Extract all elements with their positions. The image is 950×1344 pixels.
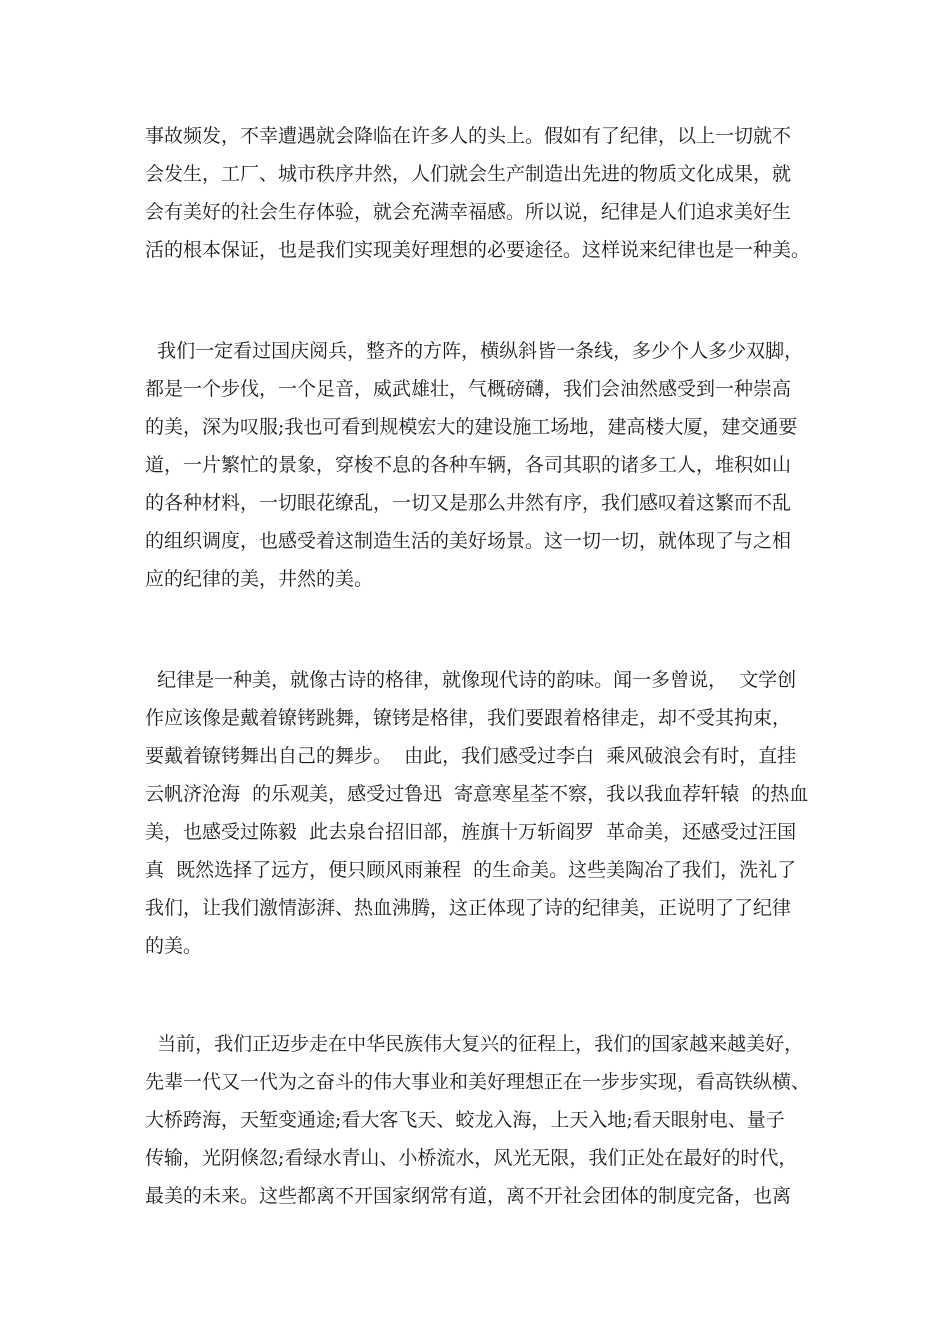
text-line: 大桥跨海，天堑变通途;看大客飞天、蛟龙入海，上天入地;看天眼射电、量子 (145, 1109, 785, 1131)
paragraph-poetry-meter (145, 661, 808, 965)
text-line: 事故频发，不幸遭遇就会降临在许多人的头上。假如有了纪律，以上一切就不 (145, 125, 792, 147)
text-line: 纪律是一种美，就像古诗的格律，就像现代诗的韵味。闻一多曾说， 文学创 (145, 669, 797, 691)
paragraph-discipline-benefits (145, 117, 810, 269)
text-line: 作应该像是戴着镣铐跳舞，镣铐是格律，我们要跟着格律走，却不受其拘束， (145, 707, 792, 729)
paragraph-parade-and-construction (145, 332, 803, 598)
text-line: 先辈一代又一代为之奋斗的伟大事业和美好理想正在一步步实现，看高铁纵横、 (145, 1071, 811, 1093)
text-line: 都是一个步伐，一个足音，威武雄壮，气概磅礴，我们会油然感受到一种崇高 (145, 378, 792, 400)
text-line: 真 既然选择了远方，便只顾风雨兼程 的生命美。这些美陶冶了我们，洗礼了 (145, 859, 797, 881)
paragraph-national-rejuvenation (145, 1025, 810, 1215)
text-line: 我们一定看过国庆阅兵，整齐的方阵，横纵斜皆一条线，多少个人多少双脚， (145, 340, 804, 362)
text-line: 的各种材料，一切眼花缭乱，一切又是那么井然有序，我们感叹着这繁而不乱 (145, 492, 792, 514)
text-line: 会有美好的社会生存体验，就会充满幸福感。所以说，纪律是人们追求美好生 (145, 201, 792, 223)
text-line: 活的根本保证，也是我们实现美好理想的必要途径。这样说来纪律也是一种美。 (145, 239, 811, 261)
text-line: 当前，我们正迈步走在中华民族伟大复兴的征程上，我们的国家越来越美好， (145, 1033, 804, 1055)
text-line: 云帆济沧海 的乐观美，感受过鲁迅 寄意寒星荃不察，我以我血荐轩辕 的热血 (145, 783, 809, 805)
text-line: 道，一片繁忙的景象，穿梭不息的各种车辆，各司其职的诸多工人，堆积如山 (145, 454, 792, 476)
text-line: 美，也感受过陈毅 此去泉台招旧部，旌旗十万斩阎罗 革命美，还感受过汪国 (145, 821, 797, 843)
text-line: 的组织调度，也感受着这制造生活的美好场景。这一切一切，就体现了与之相 (145, 530, 792, 552)
text-line: 传输，光阴倏忽;看绿水青山、小桥流水，风光无限，我们正处在最好的时代， (145, 1147, 798, 1169)
text-line: 会发生，工厂、城市秩序井然，人们就会生产制造出先进的物质文化成果，就 (145, 163, 792, 185)
text-line: 的美，深为叹服;我也可看到规模宏大的建设施工场地，建高楼大厦，建交通要 (145, 416, 798, 438)
text-line: 要戴着镣铐舞出自己的舞步。 由此，我们感受过李白 乘风破浪会有时，直挂 (145, 745, 797, 767)
text-line: 最美的未来。这些都离不开国家纲常有道，离不开社会团体的制度完备，也离 (145, 1185, 792, 1207)
text-line: 应的纪律的美，井然的美。 (145, 568, 374, 590)
text-line: 我们，让我们激情澎湃、热血沸腾，这正体现了诗的纪律美，正说明了了纪律 (145, 897, 792, 919)
text-line: 的美。 (145, 935, 203, 957)
